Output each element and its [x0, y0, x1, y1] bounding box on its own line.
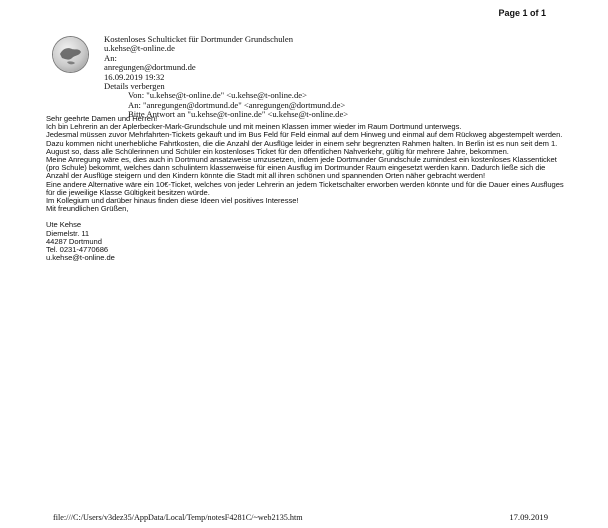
footer-file-path: file:///C:/Users/v3dez35/AppData/Local/Temp/notesF4281C/~web2135.htm	[53, 513, 303, 522]
signature-block	[46, 221, 566, 262]
to-label: An:	[104, 52, 117, 63]
body-paragraph: Jedesmal müssen zuvor Mehrfahrten-Tickets gekauft und im Bus Feld für Feld einmal auf dem Hinweg und einmal auf dem Rückweg abgestempelt werden. Dazu kommen nicht unerhebliche Fahrtkosten, die die Anzahl der Ausflüge leider in einem sehr begrenzten Rahmen halten. In Berlin ist es nun seit dem 1. August so, dass alle Schülerinnen und Schüler ein kostenloses Ticket für den öffentlichen Nahverkehr, gültig für mehrere Jahre, bekommen.	[46, 130, 563, 156]
to-line: An: "anregungen@dortmund.de" <anregungen@dortmund.de>	[128, 99, 346, 110]
sender-email: u.kehse@t-online.de	[104, 43, 175, 54]
signature-street: Diemelstr. 11	[46, 228, 90, 238]
sent-date: 16.09.2019 19:32	[104, 71, 165, 82]
body-paragraph: Eine andere Alternative wäre ein 10€-Ticket, welches von jeder Lehrerin an jedem Ticketschalter erworben werden könnte und für die Dauer eines Ausfluges für die jeweilige Klasse Gültigkeit besitzen würde.	[46, 179, 564, 197]
greeting: Sehr geehrte Damen und Herren!	[46, 114, 158, 123]
signature-name: Ute Kehse	[46, 220, 82, 230]
footer-date: 17.09.2019	[509, 512, 548, 522]
body-paragraph: Meine Anregung wäre es, dies auch in Dortmund ansatzweise umzusetzen, indem jede Dortmunder Grundschule zumindest ein kostenloses Klassenticket (pro Schule) bekommt, welches dann schulintern klassenweise für einen Ausflug im Dortmunder Raum eingesetzt werden kann. Dadurch ließe sich die Anzahl der Ausflüge steigern und den Kindern könnte die Stadt mit all ihren schönen und spannenden Orten näher gebracht werden!	[46, 155, 557, 181]
body-paragraph: Im Kollegium und darüber hinaus finden diese Ideen viel positives Interesse!	[46, 196, 299, 206]
body-paragraph: Ich bin Lehrerin an der Aplerbecker-Mark-Grundschule und mit meinen Klassen immer wieder im Raum Dortmund unterwegs.	[46, 122, 462, 132]
closing: Mit freundlichen Grüßen,	[46, 204, 129, 214]
email-header	[104, 35, 524, 120]
sender-avatar-icon	[53, 37, 88, 72]
signature-city: 44287 Dortmund	[46, 236, 102, 246]
page-number: Page 1 of 1	[498, 8, 546, 18]
email-subject: Kostenloses Schulticket für Dortmunder Grundschulen	[104, 34, 294, 44]
signature-phone: Tel. 0231-4770686	[46, 245, 109, 255]
details-toggle[interactable]: Details verbergen	[104, 81, 165, 92]
reply-to-line: Bitte Antwort an "u.kehse@t-online.de" <u.kehse@t-online.de>	[128, 109, 349, 120]
to-email: anregungen@dortmund.de	[104, 62, 196, 73]
signature-email: u.kehse@t-online.de	[46, 253, 115, 263]
email-body	[46, 115, 566, 262]
from-line: Von: "u.kehse@t-online.de" <u.kehse@t-online.de>	[128, 90, 307, 101]
